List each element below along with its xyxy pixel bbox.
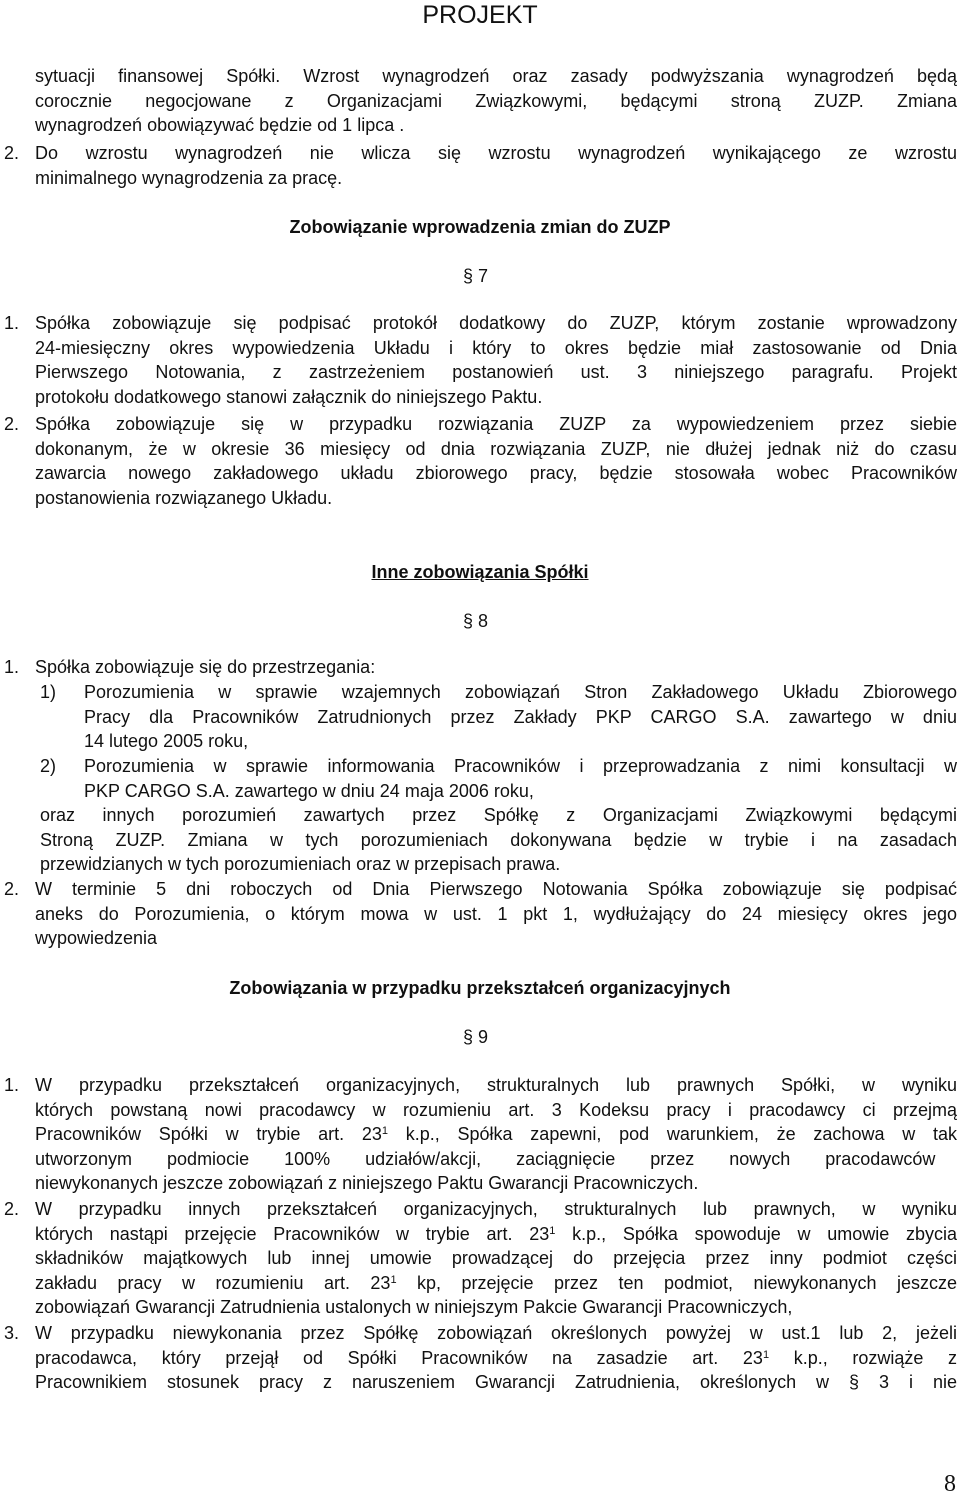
section-9-item-1-line-1: W przypadku przekształceń organizacyjnych, strukturalnych lub prawnych Spółki, w wyniku: [35, 1075, 958, 1095]
page-title: PROJEKT: [422, 1, 538, 29]
section-8-sub-2-number: 2): [40, 756, 57, 776]
section-8-sub-2-line-1: Porozumienia w sprawie informowania Pracowników i przeprowadzania z nimi konsultacji w: [84, 756, 958, 776]
section-8-item-2-line-1: W terminie 5 dni roboczych od Dnia Pierwszego Notowania Spółka zobowiązuje się podpisać: [35, 879, 957, 899]
intro-item-2-number: 2.: [4, 143, 20, 163]
text-fragment: k.p., rozwiąże z: [769, 1347, 958, 1368]
section-8-tail-line-3: przewidzianych w tych porozumieniach oraz w przepisach prawa.: [40, 854, 561, 875]
section-7-heading: Zobowiązanie wprowadzenia zmian do ZUZP: [289, 217, 671, 237]
section-9-item-2-line-2: [35, 1222, 957, 1247]
intro-line-2: corocznie negocjowane z Organizacjami Związkowymi, będącymi stroną ZUZP. Zmiana: [35, 90, 958, 111]
section-8-sub-1-number: 1): [40, 682, 57, 702]
section-7-item-1-line-1: Spółka zobowiązuje się podpisać protokół dodatkowy do ZUZP, którym zostanie wprowadzony: [35, 313, 957, 333]
section-7-item-2-line-3: zawarcia nowego zakładowego układu zbiorowego pracy, będzie stosowała wobec Pracowników: [35, 463, 957, 484]
superscript: 1: [390, 1273, 397, 1286]
section-7-item-1-line-4: protokołu dodatkowego stanowi załącznik do niniejszego Paktu.: [35, 386, 543, 407]
section-7-item-1-number: 1.: [4, 313, 20, 333]
text-fragment: zakładu pracy w rozumieniu art. 23: [35, 1272, 391, 1293]
section-7-item-1-line-3: Pierwszego Notowania, z zastrzeżeniem postanowień ust. 3 niniejszego paragrafu. Projekt: [35, 362, 957, 383]
section-9-item-1-line-2: których powstaną nowi pracodawcy w rozumieniu art. 3 Kodeksu pracy i pracodawcy ci przejmą: [35, 1099, 958, 1120]
page-number: 8: [944, 1471, 956, 1497]
text-fragment: których nastąpi przejęcie Pracowników w trybie art. 23: [35, 1223, 550, 1244]
section-8-sub-1-line-1: Porozumienia w sprawie wzajemnych zobowiązań Stron Zakładowego Układu Zbiorowego: [84, 682, 958, 702]
section-8-heading: Inne zobowiązania Spółki: [371, 562, 589, 582]
section-8-item-2-line-2: aneks do Porozumienia, o którym mowa w ust. 1 pkt 1, wydłużający do 24 miesięcy okres jego: [35, 903, 958, 924]
section-9-item-3-line-2: [35, 1346, 957, 1371]
text-fragment: kp, przejęcie przez ten podmiot, niewykonanych jeszcze: [396, 1272, 958, 1293]
section-9-item-1-line-5: niewykonanych jeszcze zobowiązań z niniejszego Paktu Gwarancji Pracowniczych.: [35, 1173, 699, 1194]
section-9-item-2-line-5: zobowiązań Gwarancji Zatrudnienia ustalonych w niniejszym Pakcie Gwarancji Pracowniczych,: [35, 1297, 793, 1318]
section-7-item-2-line-1: Spółka zobowiązuje się w przypadku rozwiązania ZUZP za wypowiedzeniem przez siebie: [35, 414, 958, 434]
text-fragment: Pracowników Spółki w trybie art. 23: [35, 1124, 382, 1145]
section-8-item-2-line-3: wypowiedzenia: [35, 928, 158, 949]
intro-line-1: sytuacji finansowej Spółki. Wzrost wynagrodzeń oraz zasady podwyższania wynagrodzeń będą: [35, 66, 958, 86]
section-9-item-1-number: 1.: [4, 1075, 20, 1095]
section-8-tail-line-1: oraz innych porozumień zawartych przez Spółkę z Organizacjami Związkowymi będącymi: [40, 805, 957, 825]
section-8-item-1-intro: Spółka zobowiązuje się do przestrzegania:: [35, 657, 376, 677]
section-7-number: § 7: [463, 266, 489, 286]
superscript: 1: [762, 1348, 770, 1361]
section-7-item-1-line-2: 24-miesięczny okres wypowiedzenia Układu i który to okres będzie miał zastosowanie od Dnia: [35, 337, 957, 358]
intro-line-3: wynagrodzeń obowiązywać będzie od 1 lipca .: [35, 115, 405, 136]
section-8-sub-1-line-3: 14 lutego 2005 roku,: [84, 731, 249, 752]
section-7-item-2-line-2: dokonanym, że w okresie 36 miesięcy od dnia rozwiązania ZUZP, nie dłużej jednak niż do czasu: [35, 438, 957, 459]
text-fragment: k.p., Spółka zapewni, pod warunkiem, że zachowa w tak: [388, 1124, 957, 1145]
text-fragment: k.p., Spółka spowoduje w umowie zbycia: [555, 1223, 957, 1244]
superscript: 1: [381, 1125, 388, 1138]
section-9-item-1-line-4: utworzonym podmiocie 100% udziałów/akcji, zaciągnięcie przez nowych pracodawców: [35, 1148, 936, 1169]
section-8-sub-2-line-2: PKP CARGO S.A. zawartego w dniu 24 maja 2006 roku,: [84, 780, 534, 801]
section-9-item-1-line-3: [35, 1122, 957, 1147]
section-8-sub-1-line-2: Pracy dla Pracowników Zatrudnionych przez Zakłady PKP CARGO S.A. zawartego w dniu: [84, 706, 957, 727]
section-7-item-2-line-4: postanowienia rozwiązanego Układu.: [35, 487, 333, 508]
intro-item-2-line-1: Do wzrostu wynagrodzeń nie wlicza się wzrostu wynagrodzeń wynikającego ze wzrostu: [35, 143, 958, 163]
section-9-item-2-line-1: W przypadku innych przekształceń organizacyjnych, strukturalnych lub prawnych, w wyniku: [35, 1199, 957, 1219]
section-8-item-2-number: 2.: [4, 879, 20, 899]
section-8-item-1-number: 1.: [4, 657, 20, 677]
section-9-item-2-line-4: [35, 1271, 957, 1296]
section-8-number: § 8: [463, 611, 489, 631]
section-9-number: § 9: [463, 1027, 489, 1047]
section-7-item-2-number: 2.: [4, 414, 20, 434]
section-8-tail-line-2: Stroną ZUZP. Zmiana w tych porozumieniach dokonywana będzie w trybie i na zasadach: [40, 829, 957, 850]
section-9-item-3-number: 3.: [4, 1323, 20, 1343]
section-9-item-3-line-3: Pracownikiem stosunek pracy z naruszeniem Gwarancji Zatrudnienia, określonych w § 3 i nie: [35, 1372, 957, 1393]
intro-item-2-line-2: minimalnego wynagrodzenia za pracę.: [35, 167, 343, 188]
section-9-item-2-number: 2.: [4, 1199, 20, 1219]
section-9-heading: Zobowiązania w przypadku przekształceń organizacyjnych: [229, 978, 731, 998]
superscript: 1: [549, 1224, 556, 1237]
section-9-item-2-line-3: składników majątkowych lub innej umowie prowadzącej do przejęcia przez inny podmiot części: [35, 1248, 958, 1269]
text-fragment: pracodawca, który przejął od Spółki Pracowników na zasadzie art. 23: [35, 1347, 763, 1368]
section-9-item-3-line-1: W przypadku niewykonania przez Spółkę zobowiązań określonych powyżej w ust.1 lub 2, jeżeli: [35, 1323, 957, 1343]
